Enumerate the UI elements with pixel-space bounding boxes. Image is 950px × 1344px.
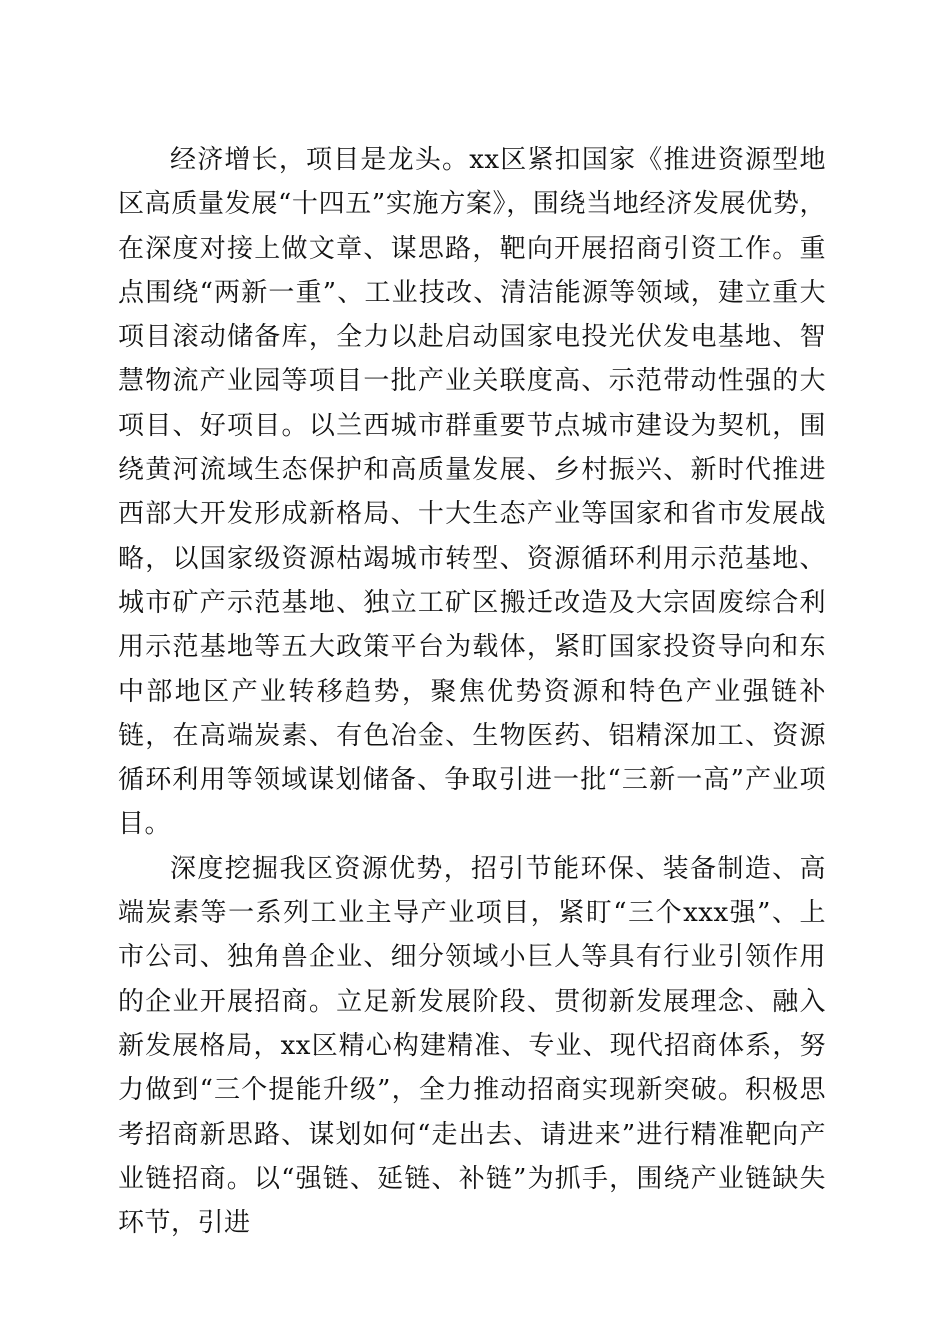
paragraph-2: 深度挖掘我区资源优势，招引节能环保、装备制造、高端炭素等一系列工业主导产业项目，紧盯“三个xxx强”、上市公司、独角兽企业、细分领域小巨人等具有行业引领作用的企业开展招商。立足新发展阶段、贯彻新发展理念、融入新发展格局，xx区精心构建精准、专业、现代招商体系，努力做到“三个提能升级”，全力推动招商实现新突破。积极思考招商新思路、谋划如何“走出去、请进来”进行精准靶向产业链招商。以“强链、延链、补链”为抓手，围绕产业链缺失环节，引进 xyxy=(118,853,826,1239)
document-body xyxy=(118,138,826,1245)
paragraph-1: 经济增长，项目是龙头。xx区紧扣国家《推进资源型地区高质量发展“十四五”实施方案》，围绕当地经济发展优势，在深度对接上做文章、谋思路，靶向开展招商引资工作。重点围绕“两新一重”、工业技改、清洁能源等领域，建立重大项目滚动储备库，全力以赴启动国家电投光伏发电基地、智慧物流产业园等项目一批产业关联度高、示范带动性强的大项目、好项目。以兰西城市群重要节点城市建设为契机，围绕黄河流域生态保护和高质量发展、乡村振兴、新时代推进西部大开发形成新格局、十大生态产业等国家和省市发展战略，以国家级资源枯竭城市转型、资源循环利用示范基地、城市矿产示范基地、独立工矿区搬迁改造及大宗固废综合利用示范基地等五大政策平台为载体，紧盯国家投资导向和东中部地区产业转移趋势，聚焦优势资源和特色产业强链补链，在高端炭素、有色冶金、生物医药、铝精深加工、资源循环利用等领域谋划储备、争取引进一批“三新一高”产业项目。 xyxy=(118,145,826,840)
